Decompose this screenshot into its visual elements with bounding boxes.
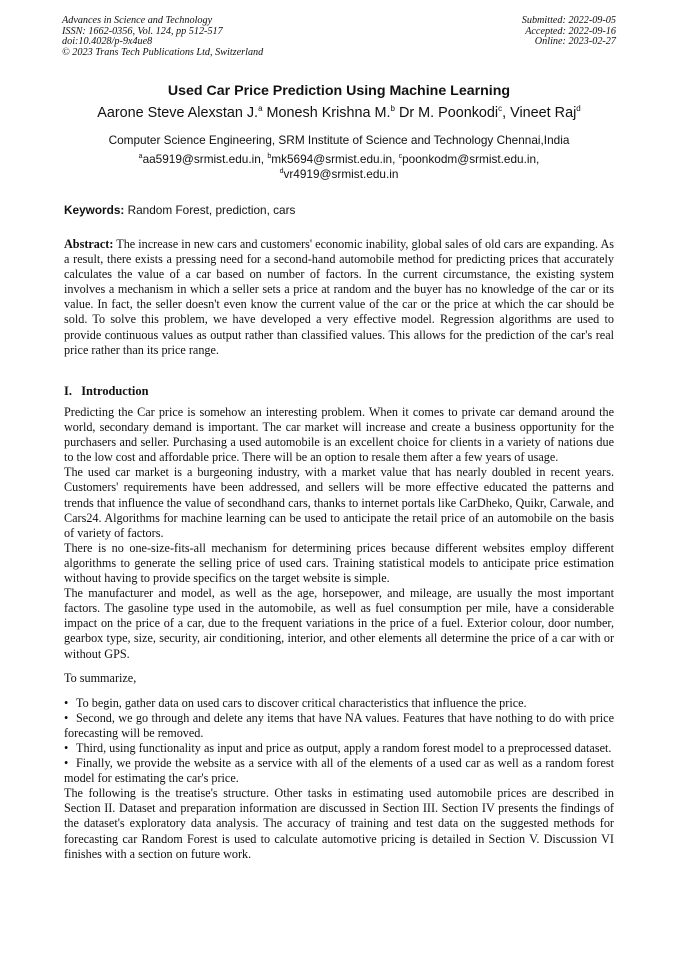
paragraph: Predicting the Car price is somehow an interesting problem. When it comes to private car demand around the world, secondary demand is important. The car market will increase and create a business opportunity for the purchasers and seller. Purchasing a used automobile is an excellent choice for clients in a variety of nations due to the low cost and affordable price. There will be an option to resale them after a few years of usage.: [64, 405, 614, 465]
author-name: Aarone Steve Alexstan J.: [97, 105, 259, 121]
email-mark: b: [267, 153, 272, 161]
journal-header: [62, 16, 263, 58]
bullet-text: Third, using functionality as input and price as output, apply a random forest model to a preprocessed dataset.: [76, 740, 612, 755]
author-list: [0, 105, 678, 121]
journal-doi[interactable]: doi:10.4028/p-9x4ue8: [62, 36, 153, 48]
abstract: [64, 237, 614, 358]
author-separator: ,: [502, 105, 507, 121]
journal-copyright: © 2023 Trans Tech Publications Ltd, Switzerland: [62, 46, 264, 58]
author-mark: b: [390, 104, 395, 114]
email-line: [0, 167, 678, 182]
bullet-icon: •: [64, 740, 69, 755]
email-line: [0, 152, 678, 167]
submitted-date: Submitted: 2022-09-05: [521, 15, 616, 26]
dates-header: [522, 16, 616, 48]
email-link[interactable]: aa5919@srmist.edu.in,: [142, 152, 265, 166]
introduction-body: [64, 405, 614, 862]
author-mark: d: [576, 104, 581, 114]
paragraph: The manufacturer and model, as well as the age, horsepower, and mileage, are usually the most important factors. The gasoline type used in the automobile, as well as fuel consumption per mile, have a considerable impact on the price of a car, due to the frequent variations in the price of a fuel. Exterior colour, door number, gearbox type, size, security, air conditioning, interior, and other elements all determine the price of a car with or without GPS.: [64, 586, 614, 661]
bullet-text: Second, we go through and delete any items that have NA values. Features that have nothing to do with price forecasting will be removed.: [64, 710, 614, 740]
journal-name: Advances in Science and Technology: [62, 15, 213, 26]
author-mark: a: [258, 104, 263, 114]
bullet-icon: •: [64, 695, 69, 710]
email-link[interactable]: mk5694@srmist.edu.in,: [271, 152, 396, 166]
paragraph: The following is the treatise's structure. Other tasks in estimating used automobile prices are described in Section II. Dataset and preparation information are discussed in Section III. Section IV presents the findings of the dataset's exploratory data analysis. The accuracy of training and test data on the suggested methods for forecasting car Random Forest is used to calculate automotive pricing is detailed in Section V. Discussion VI finishes with a section on future work.: [64, 786, 614, 861]
abstract-label: Abstract:: [64, 237, 114, 251]
email-link[interactable]: poonkodm@srmist.edu.in,: [402, 152, 540, 166]
paper-title: Used Car Price Prediction Using Machine Learning: [167, 83, 511, 99]
online-date: Online: 2023-02-27: [534, 36, 616, 48]
bullet-item: [64, 741, 614, 756]
bullet-icon: •: [64, 756, 69, 771]
accepted-date: Accepted: 2022-09-16: [525, 25, 616, 37]
author-name: Monesh Krishna M.: [266, 105, 391, 121]
email-mark: d: [279, 168, 284, 176]
bullet-icon: •: [64, 710, 69, 725]
journal-issn: ISSN: 1662-0356, Vol. 124, pp 512-517: [62, 25, 223, 37]
keywords-label: Keywords:: [64, 203, 125, 217]
section-heading-introduction: I. Introduction: [64, 384, 149, 398]
email-mark: c: [398, 153, 403, 161]
affiliation: Computer Science Engineering, SRM Institute of Science and Technology Chennai,India: [108, 133, 570, 147]
paragraph: The used car market is a burgeoning industry, with a market value that has nearly doubled in recent years. Customers' requirements have been addressed, and sellers will be more effective educated the patterns and trends that influence the value of secondhand cars, thanks to internet portals like CarDheko, Quikr, Carwale, and Cars24. Algorithms for machine learning can be used to anticipate the retail price of an automobile on the basis of variety of factors.: [64, 465, 614, 540]
summary-lead: To summarize,: [64, 670, 137, 685]
email-list: [0, 152, 678, 182]
bullet-item: [64, 711, 614, 741]
author-name: Dr M. Poonkodi: [398, 105, 499, 121]
email-mark: a: [138, 153, 143, 161]
bullet-item: [64, 756, 614, 786]
keywords-text: Random Forest, prediction, cars: [127, 203, 296, 217]
abstract-text: The increase in new cars and customers' economic inability, global sales of old cars are expanding. As a result, there exists a pressing need for a second-hand automobile method for predicting prices that accurately calculates the value of a car based on number of factors. In the current circumstance, the existing system involves a mechanism in which a seller sets a price at random and the buyer has no knowledge of the car or its value. In fact, the seller doesn't even know the current value of the car or the price at which the car should be sold. To solve this problem, we have developed a very effective model. Regression algorithms are used to provide continuous values as output rather than classified values. This allows for the prediction of the car's real price rather than its price range.: [64, 237, 615, 357]
author-mark: c: [498, 104, 503, 114]
bullet-item: [64, 696, 614, 711]
bullet-text: Finally, we provide the website as a service with all of the elements of a used car as well as a random forest model for estimating the car's price.: [64, 756, 614, 786]
email-link[interactable]: vr4919@srmist.edu.in: [283, 167, 399, 181]
bullet-text: To begin, gather data on used cars to discover critical characteristics that influence the price.: [76, 695, 527, 710]
author-name: Vineet Raj: [510, 105, 577, 121]
keywords: [64, 203, 614, 217]
paragraph: There is no one-size-fits-all mechanism for determining prices because different websites employ different algorithms to generate the selling price of used cars. Training statistical models to anticipate price estimation without having to provide specifics on the target website is simple.: [64, 540, 614, 586]
